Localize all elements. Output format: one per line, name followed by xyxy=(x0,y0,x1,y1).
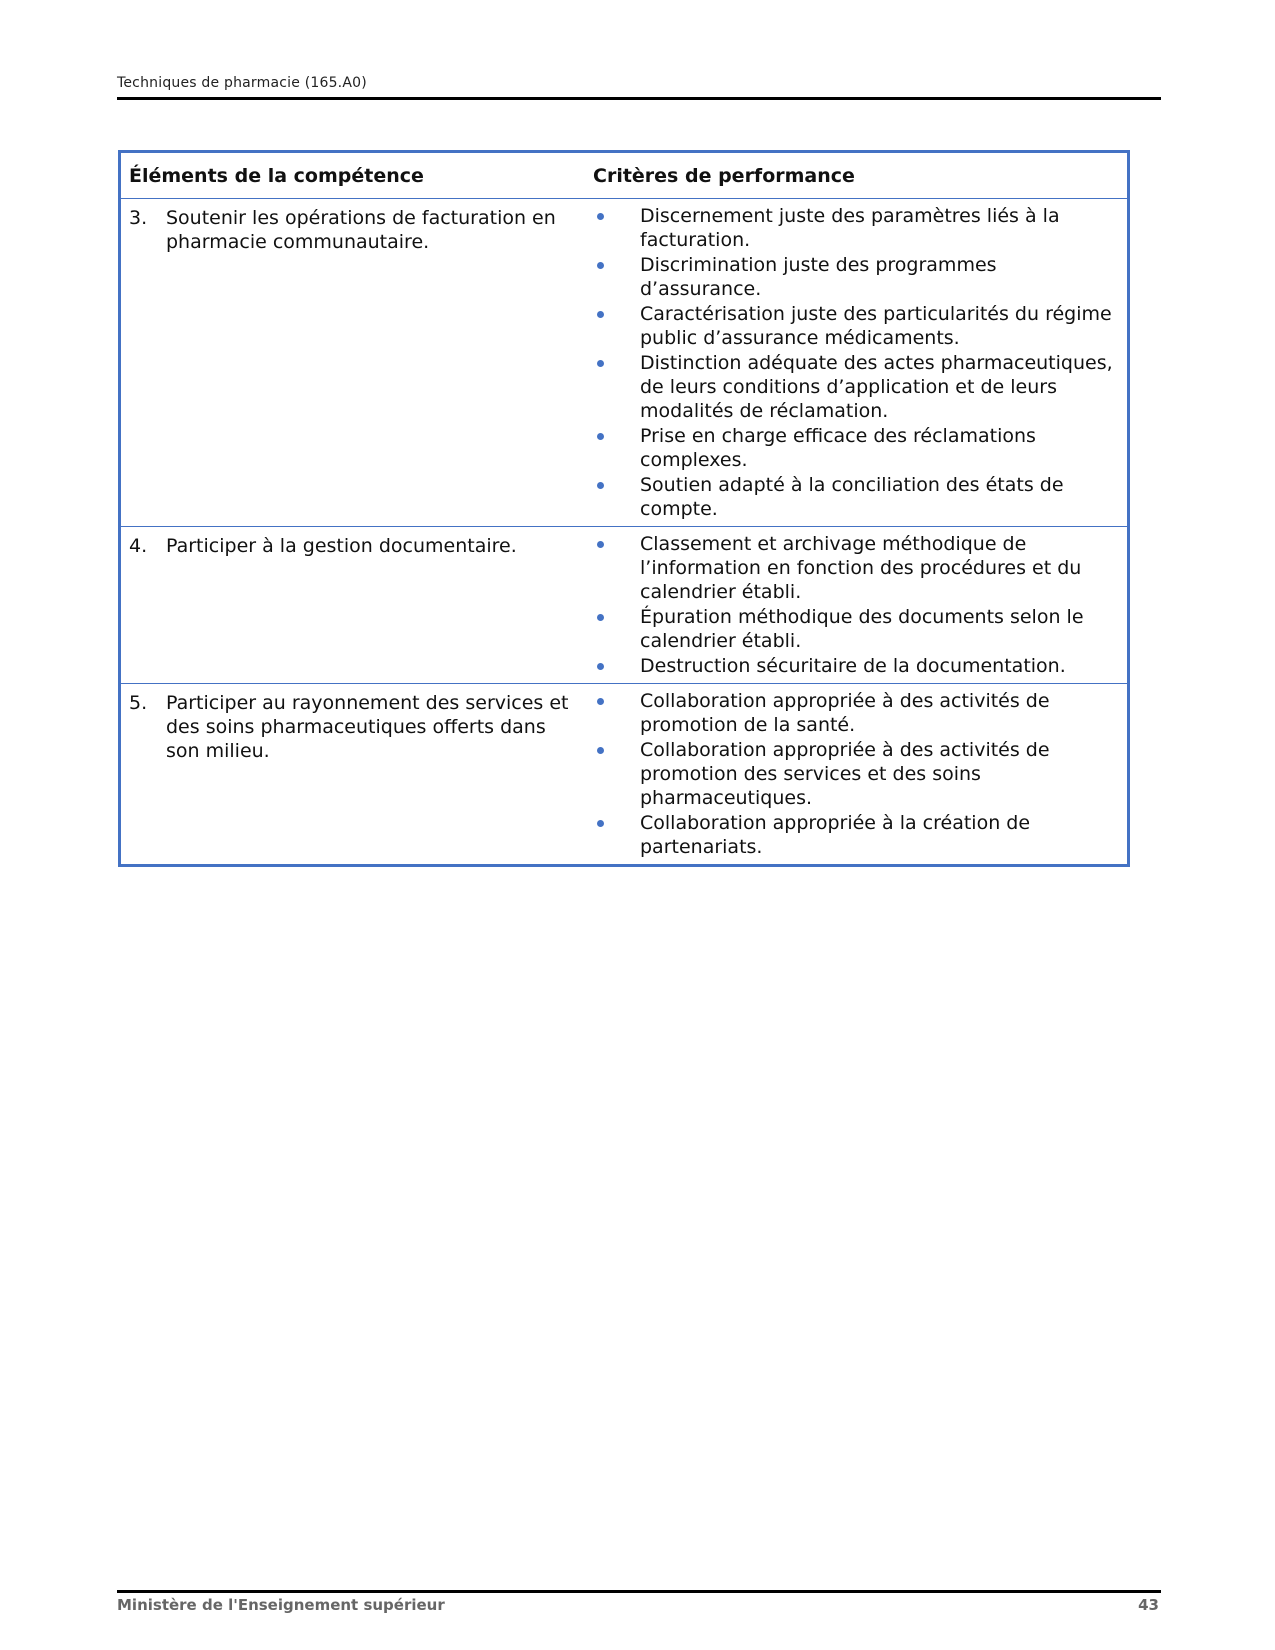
header-divider xyxy=(117,97,1161,100)
footer-divider xyxy=(117,1590,1161,1593)
criteria-cell xyxy=(593,199,1127,526)
criterion-item xyxy=(593,204,1119,252)
criterion-item xyxy=(593,424,1119,472)
criterion-item xyxy=(593,654,1119,678)
criterion-text: Caractérisation juste des particularités du régime public d’assurance médicaments. xyxy=(640,303,1112,349)
page-header-title: Techniques de pharmacie (165.A0) xyxy=(117,75,367,91)
bullet-icon xyxy=(593,351,640,423)
criterion-text: Prise en charge efficace des réclamations complexes. xyxy=(640,425,1036,471)
element-number: 3. xyxy=(129,207,148,229)
criterion-item xyxy=(593,473,1119,521)
criteria-cell xyxy=(593,684,1127,864)
table-row xyxy=(121,527,1127,684)
table-row xyxy=(121,199,1127,527)
element-cell xyxy=(121,684,593,864)
column-header-elements: Éléments de la compétence xyxy=(129,164,424,187)
criterion-item xyxy=(593,689,1119,737)
criteria-cell xyxy=(593,527,1127,683)
criterion-text: Discrimination juste des programmes d’assurance. xyxy=(640,254,997,300)
bullet-icon xyxy=(593,302,640,350)
criterion-item xyxy=(593,532,1119,604)
criterion-text: Soutien adapté à la conciliation des états de compte. xyxy=(640,474,1064,520)
competence-table xyxy=(118,150,1130,867)
table-header-row xyxy=(121,153,1127,199)
criterion-item xyxy=(593,738,1119,810)
criterion-text: Collaboration appropriée à des activités de promotion des services et des soins pharmaceutiques. xyxy=(640,739,1050,809)
bullet-icon xyxy=(593,473,640,521)
bullet-icon xyxy=(593,654,640,678)
criterion-text: Destruction sécuritaire de la documentation. xyxy=(640,655,1066,677)
element-text: Participer au rayonnement des services et des soins pharmaceutiques offerts dans son milieu. xyxy=(166,692,569,762)
criterion-item xyxy=(593,811,1119,859)
column-header-criteria: Critères de performance xyxy=(593,164,855,187)
bullet-icon xyxy=(593,738,640,810)
bullet-icon xyxy=(593,605,640,653)
element-cell xyxy=(121,199,593,526)
page-number: 43 xyxy=(1138,1596,1159,1614)
footer-publisher: Ministère de l'Enseignement supérieur xyxy=(117,1596,445,1614)
element-text: Soutenir les opérations de facturation en pharmacie communautaire. xyxy=(166,207,556,253)
criterion-text: Distinction adéquate des actes pharmaceutiques, de leurs conditions d’application et de leurs modalités de réclamation. xyxy=(640,352,1113,422)
bullet-icon xyxy=(593,811,640,859)
criterion-item xyxy=(593,253,1119,301)
bullet-icon xyxy=(593,532,640,604)
element-number: 4. xyxy=(129,535,148,557)
bullet-icon xyxy=(593,689,640,737)
criterion-text: Collaboration appropriée à la création de partenariats. xyxy=(640,812,1031,858)
element-number: 5. xyxy=(129,692,148,714)
criterion-text: Collaboration appropriée à des activités de promotion de la santé. xyxy=(640,690,1050,736)
criterion-item xyxy=(593,605,1119,653)
element-cell xyxy=(121,527,593,683)
criterion-text: Discernement juste des paramètres liés à la facturation. xyxy=(640,205,1060,251)
table-row xyxy=(121,684,1127,864)
criterion-item xyxy=(593,351,1119,423)
bullet-icon xyxy=(593,253,640,301)
bullet-icon xyxy=(593,204,640,252)
criterion-item xyxy=(593,302,1119,350)
criterion-text: Classement et archivage méthodique de l’information en fonction des procédures et du calendrier établi. xyxy=(640,533,1082,603)
element-text: Participer à la gestion documentaire. xyxy=(166,535,517,557)
criterion-text: Épuration méthodique des documents selon le calendrier établi. xyxy=(640,606,1084,652)
bullet-icon xyxy=(593,424,640,472)
